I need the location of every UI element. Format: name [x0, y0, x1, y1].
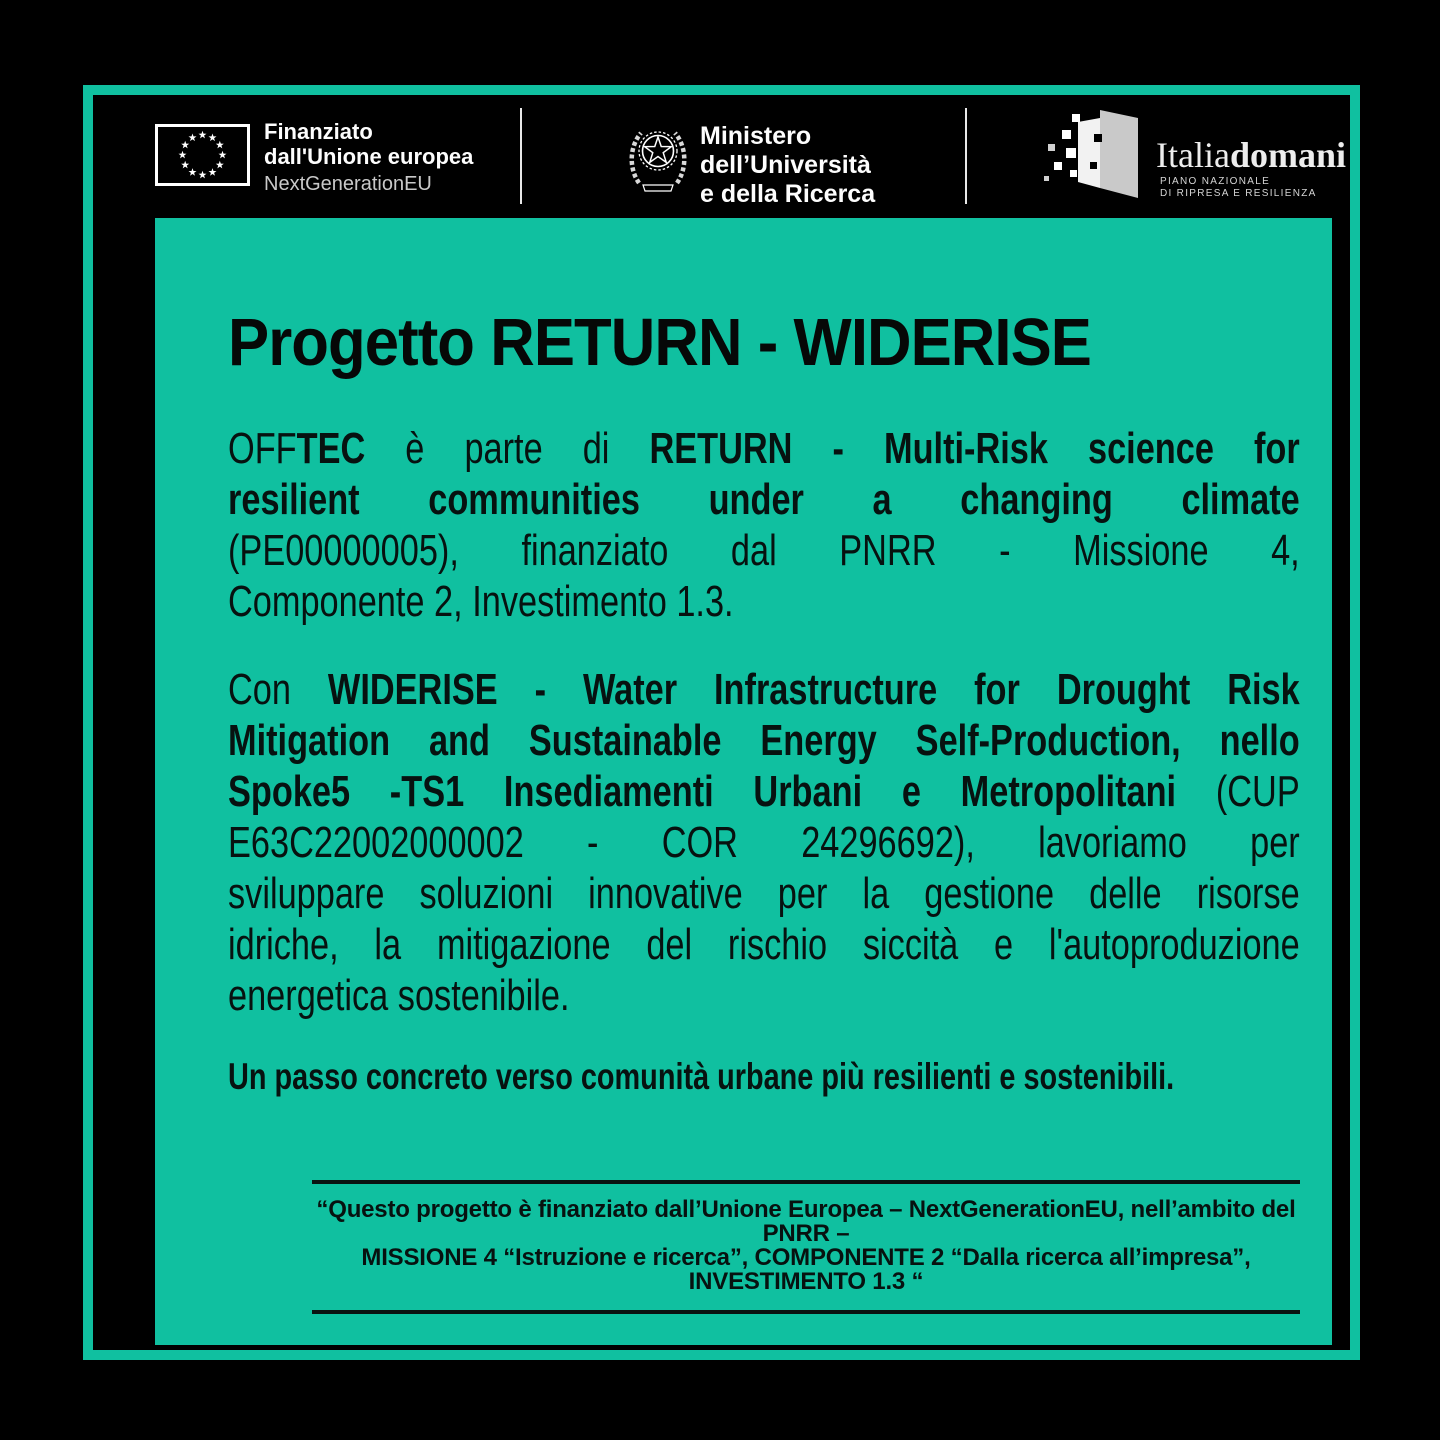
- text-run: è parte di: [365, 424, 650, 473]
- italiadomani-subtitle-line1: PIANO NAZIONALE: [1160, 176, 1271, 187]
- text-line: [228, 817, 1300, 868]
- header-divider: [965, 108, 967, 204]
- eu-flag-icon: [155, 124, 250, 186]
- text-run: sviluppare soluzioni innovative per la gestione delle risorse: [228, 869, 1300, 918]
- bold-run: TEC: [296, 424, 366, 473]
- text-run: Con: [228, 665, 328, 714]
- disclaimer-text: [312, 1198, 1300, 1294]
- bold-run: Mitigation and Sustainable Energy Self-Production, nello: [228, 716, 1300, 765]
- eu-funding-line3: NextGenerationEU: [264, 173, 432, 195]
- text-line: [228, 715, 1300, 766]
- text-run: energetica sostenibile.: [228, 971, 570, 1020]
- text-line: [228, 868, 1300, 919]
- text-line: [228, 576, 1300, 627]
- disclaimer-rule-top: [312, 1180, 1300, 1184]
- text-run: E63C22002000002 - COR 24296692), lavoriamo per: [228, 818, 1300, 867]
- italiadomani-door-icon: [1042, 106, 1154, 206]
- text-line: [228, 474, 1300, 525]
- funding-disclaimer: [312, 1180, 1300, 1314]
- ministry-line3: e della Ricerca: [700, 180, 876, 208]
- bold-run: WIDERISE - Water Infrastructure for Drought Risk: [327, 665, 1300, 714]
- bold-run: resilient communities under a changing climate: [228, 475, 1300, 524]
- disclaimer-line1: “Questo progetto è finanziato dall’Unione Europea – NextGenerationEU, nell’ambito del PNRR –: [316, 1196, 1296, 1247]
- ministry-label: [700, 122, 875, 209]
- paragraph-widerise: [228, 664, 1300, 1021]
- body-text: [228, 423, 1300, 1100]
- text-run: OFF: [228, 424, 297, 473]
- header-divider: [520, 108, 522, 204]
- ministry-line1: Ministero: [700, 122, 812, 150]
- text-run: Componente 2, Investimento 1.3.: [228, 577, 734, 626]
- eu-funding-line2: dall'Unione europea: [264, 144, 474, 169]
- italiadomani-regular: Italia: [1156, 135, 1230, 175]
- bold-run: Spoke5 -TS1 Insediamenti Urbani e Metropolitani: [228, 767, 1216, 816]
- text-line: [228, 766, 1300, 817]
- bold-run: RETURN - Multi-Risk science for: [649, 424, 1300, 473]
- content-panel: [155, 218, 1332, 1345]
- text-line: [228, 664, 1300, 715]
- italiadomani-bold: domani: [1229, 135, 1346, 175]
- disclaimer-line2: MISSIONE 4 “Istruzione e ricerca”, COMPONENTE 2 “Dalla ricerca all’impresa”, INVESTIMENTO 1.3 “: [361, 1244, 1251, 1295]
- italy-emblem-icon: [627, 121, 689, 195]
- text-run: (PE00000005), finanziato dal PNRR - Missione 4,: [228, 526, 1300, 575]
- text-line: [228, 423, 1300, 474]
- closing-statement: Un passo concreto verso comunità urbane più resilienti e sostenibili.: [228, 1056, 1175, 1097]
- text-run: (CUP: [1215, 767, 1300, 816]
- text-line: [228, 970, 1300, 1021]
- disclaimer-rule-bottom: [312, 1310, 1300, 1314]
- ministry-line2: dell’Università: [700, 151, 871, 179]
- text-run: idriche, la mitigazione del rischio siccità e l'autoproduzione: [228, 920, 1300, 969]
- paragraph-return: [228, 423, 1300, 627]
- text-line: [228, 919, 1300, 970]
- italiadomani-wordmark: [1156, 134, 1346, 176]
- eu-funding-label: [264, 119, 473, 197]
- italiadomani-subtitle: [1160, 176, 1317, 200]
- page-title: Progetto RETURN - WIDERISE: [228, 305, 1092, 380]
- text-line: [228, 525, 1300, 576]
- eu-funding-line1: Finanziato: [264, 119, 373, 144]
- italiadomani-subtitle-line2: DI RIPRESA E RESILIENZA: [1160, 188, 1317, 199]
